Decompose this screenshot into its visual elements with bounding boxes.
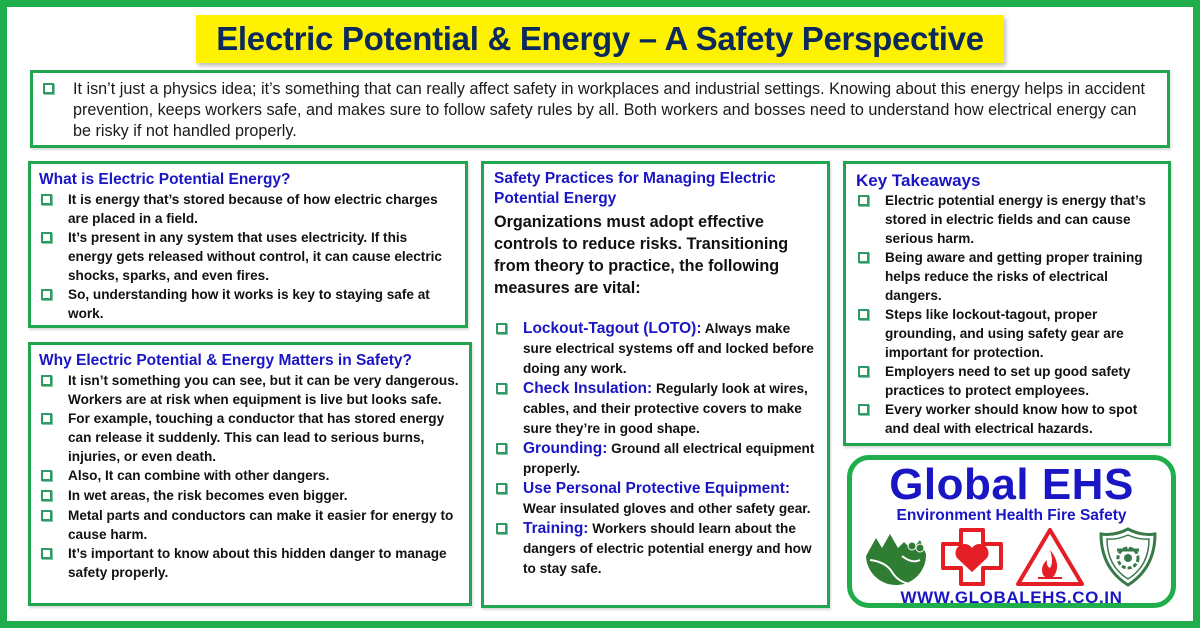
why-matters-section bbox=[28, 342, 472, 606]
checkbox-bullet-icon bbox=[41, 375, 52, 386]
logo-brand: Global EHS bbox=[889, 460, 1134, 509]
logo-tagline: Environment Health Fire Safety bbox=[896, 507, 1127, 524]
list-item: Metal parts and conductors can make it easier for energy to cause harm. bbox=[39, 506, 459, 544]
checkbox-bullet-icon bbox=[41, 232, 52, 243]
checkbox-bullet-icon bbox=[41, 510, 52, 521]
safety-practices-section bbox=[481, 161, 830, 608]
checkbox-bullet-icon bbox=[858, 404, 869, 415]
intro-text: It isn’t just a physics idea; it’s something that can really affect safety in workplaces and industrial settings. Knowing about this energy helps in accident prevention, keeps workers safe, and makes sure to follow safety rules by all. Both workers and bosses need to understand how electrical energy can be risky if not handled properly. bbox=[73, 80, 1145, 140]
list-item: Steps like lockout-tagout, proper grounding, and using safety gear are important for protection. bbox=[856, 305, 1158, 362]
section-heading: Key Takeaways bbox=[856, 171, 981, 190]
checkbox-bullet-icon bbox=[496, 323, 507, 334]
list-item: Check Insulation: Regularly look at wires, cables, and their protective covers to make sure they’re in good shape. bbox=[494, 379, 817, 439]
list-item: For example, touching a conductor that has stored energy can release it suddenly. This can lead to serious burns, injuries, or even death. bbox=[39, 409, 459, 466]
practice-keyword: Training: bbox=[523, 520, 589, 537]
checkbox-bullet-icon bbox=[496, 383, 507, 394]
list-item: It’s important to know about this hidden danger to manage safety properly. bbox=[39, 544, 459, 582]
checkbox-bullet-icon bbox=[858, 195, 869, 206]
list-item: It’s present in any system that uses electricity. If this energy gets released without control, it can cause electric shocks, sparks, and even fires. bbox=[39, 228, 455, 285]
list-item: In wet areas, the risk becomes even bigger. bbox=[39, 486, 459, 506]
section-heading: Why Electric Potential & Energy Matters in Safety? bbox=[39, 352, 412, 369]
section-heading: What is Electric Potential Energy? bbox=[39, 171, 291, 188]
list-item: Use Personal Protective Equipment: Wear insulated gloves and other safety gear. bbox=[494, 479, 817, 519]
list-item: Also, It can combine with other dangers. bbox=[39, 466, 459, 486]
checkbox-bullet-icon bbox=[41, 490, 52, 501]
environment-icon bbox=[862, 526, 930, 588]
global-ehs-logo bbox=[847, 455, 1176, 608]
what-is-section bbox=[28, 161, 468, 328]
checkbox-bullet-icon bbox=[496, 523, 507, 534]
checkbox-bullet-icon bbox=[43, 83, 54, 94]
list-item: Lockout-Tagout (LOTO): Always make sure electrical systems off and locked before doing any work. bbox=[494, 319, 817, 379]
list-item: Being aware and getting proper training helps reduce the risks of electrical dangers. bbox=[856, 248, 1158, 305]
intro-box bbox=[30, 70, 1170, 148]
safety-shield-gear-icon bbox=[1095, 526, 1161, 588]
list-item: Electric potential energy is energy that’s stored in electric fields and can cause serious harm. bbox=[856, 191, 1158, 248]
practice-keyword: Check Insulation: bbox=[523, 380, 653, 397]
checkbox-bullet-icon bbox=[41, 194, 52, 205]
checkbox-bullet-icon bbox=[41, 289, 52, 300]
practice-keyword: Use Personal Protective Equipment: bbox=[523, 480, 791, 497]
logo-url: WWW.GLOBALEHS.CO.IN bbox=[900, 588, 1123, 607]
list-item: So, understanding how it works is key to staying safe at work. bbox=[39, 285, 455, 323]
health-cross-heart-icon bbox=[939, 526, 1005, 588]
checkbox-bullet-icon bbox=[496, 443, 507, 454]
section-lead: Organizations must adopt effective controls to reduce risks. Transitioning from theory to practice, the following measures are vital: bbox=[494, 213, 789, 297]
checkbox-bullet-icon bbox=[41, 548, 52, 559]
checkbox-bullet-icon bbox=[41, 413, 52, 424]
checkbox-bullet-icon bbox=[496, 483, 507, 494]
page-title: Electric Potential & Energy – A Safety Perspective bbox=[216, 20, 984, 57]
key-takeaways-section bbox=[843, 161, 1171, 446]
list-item: Training: Workers should learn about the dangers of electric potential energy and how to stay safe. bbox=[494, 519, 817, 579]
fire-warning-icon bbox=[1014, 526, 1086, 588]
section-heading: Safety Practices for Managing Electric Potential Energy bbox=[494, 170, 776, 207]
list-item: It isn’t something you can see, but it can be very dangerous. Workers are at risk when equipment is live but looks safe. bbox=[39, 371, 459, 409]
list-item: Grounding: Ground all electrical equipment properly. bbox=[494, 439, 817, 479]
checkbox-bullet-icon bbox=[858, 252, 869, 263]
checkbox-bullet-icon bbox=[41, 470, 52, 481]
practice-keyword: Lockout-Tagout (LOTO): bbox=[523, 320, 702, 337]
checkbox-bullet-icon bbox=[858, 366, 869, 377]
checkbox-bullet-icon bbox=[858, 309, 869, 320]
list-item: Every worker should know how to spot and deal with electrical hazards. bbox=[856, 400, 1158, 438]
list-item: It is energy that’s stored because of how electric charges are placed in a field. bbox=[39, 190, 455, 228]
practice-keyword: Grounding: bbox=[523, 440, 608, 457]
list-item: Employers need to set up good safety practices to protect employees. bbox=[856, 362, 1158, 400]
title-banner bbox=[196, 15, 1004, 63]
